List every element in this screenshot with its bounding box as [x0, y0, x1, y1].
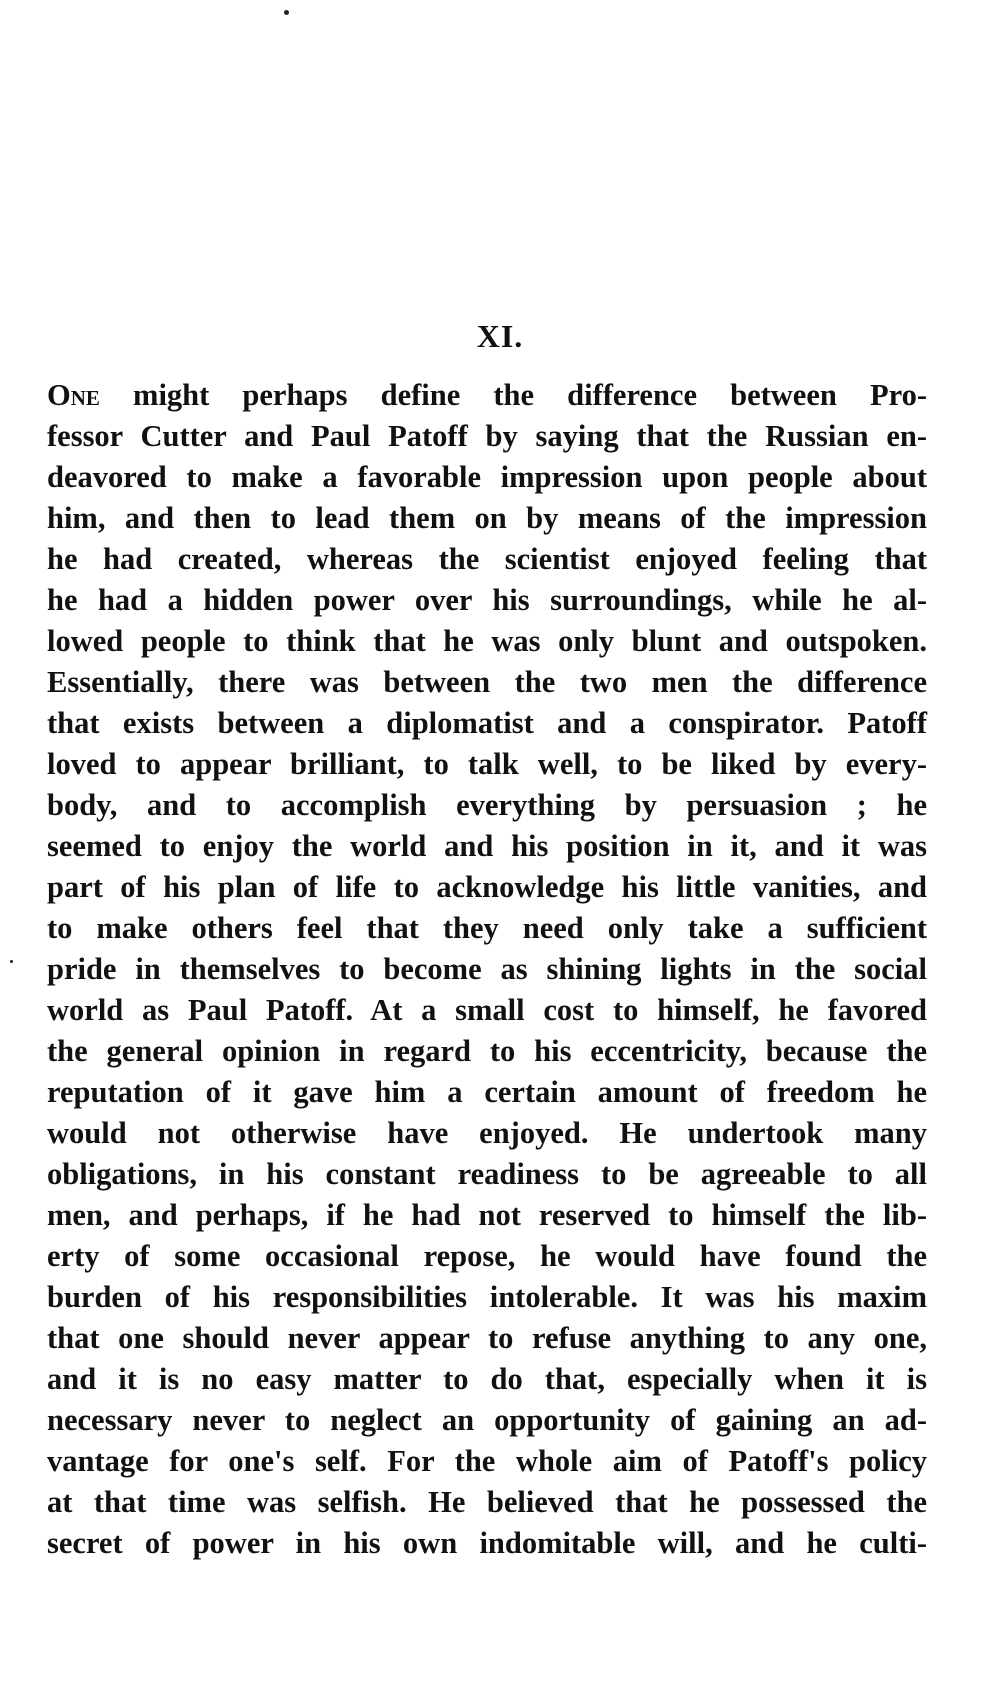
opening-word: One	[47, 378, 100, 412]
ink-speck	[284, 10, 289, 15]
text-line: secret of power in his own indomitable will, and he culti-	[47, 1526, 927, 1560]
text-line: he had created, whereas the scientist enjoyed feeling that	[47, 542, 927, 576]
text-line: loved to appear brilliant, to talk well, to be liked by every-	[47, 747, 927, 781]
text-line: world as Paul Patoff. At a small cost to himself, he favored	[47, 993, 927, 1027]
text-line: to make others feel that they need only take a sufficient	[47, 911, 927, 945]
text-line: reputation of it gave him a certain amount of freedom he	[47, 1075, 927, 1109]
text-line: that one should never appear to refuse anything to any one,	[47, 1321, 927, 1355]
text-line: part of his plan of life to acknowledge his little vanities, and	[47, 870, 927, 904]
text-line: fessor Cutter and Paul Patoff by saying that the Russian en-	[47, 419, 927, 453]
chapter-body	[47, 375, 927, 1564]
text-line: lowed people to think that he was only blunt and outspoken.	[47, 624, 927, 658]
text-line: would not otherwise have enjoyed. He undertook many	[47, 1116, 927, 1150]
text-line: deavored to make a favorable impression upon people about	[47, 460, 927, 494]
text-line: that exists between a diplomatist and a conspirator. Patoff	[47, 706, 927, 740]
text-line: vantage for one's self. For the whole aim of Patoff's policy	[47, 1444, 927, 1478]
text-line: pride in themselves to become as shining lights in the social	[47, 952, 927, 986]
text-line: seemed to enjoy the world and his position in it, and it was	[47, 829, 927, 863]
text-line: obligations, in his constant readiness to be agreeable to all	[47, 1157, 927, 1191]
ink-speck	[10, 960, 13, 963]
text-line: necessary never to neglect an opportunity of gaining an ad-	[47, 1403, 927, 1437]
text-line: Essentially, there was between the two men the difference	[47, 665, 927, 699]
text-line: the general opinion in regard to his eccentricity, because the	[47, 1034, 927, 1068]
text-line: he had a hidden power over his surroundings, while he al-	[47, 583, 927, 617]
text-line: burden of his responsibilities intolerable. It was his maxim	[47, 1280, 927, 1314]
text-line: erty of some occasional repose, he would have found the	[47, 1239, 927, 1273]
text-line: and it is no easy matter to do that, especially when it is	[47, 1362, 927, 1396]
text-line: body, and to accomplish everything by persuasion ; he	[47, 788, 927, 822]
text-line: him, and then to lead them on by means of the impression	[47, 501, 927, 535]
text-line: men, and perhaps, if he had not reserved to himself the lib-	[47, 1198, 927, 1232]
chapter-heading: XI.	[476, 318, 524, 354]
text-line: One might perhaps define the difference between Pro-	[47, 378, 927, 412]
text-line: at that time was selfish. He believed that he possessed the	[47, 1485, 927, 1519]
